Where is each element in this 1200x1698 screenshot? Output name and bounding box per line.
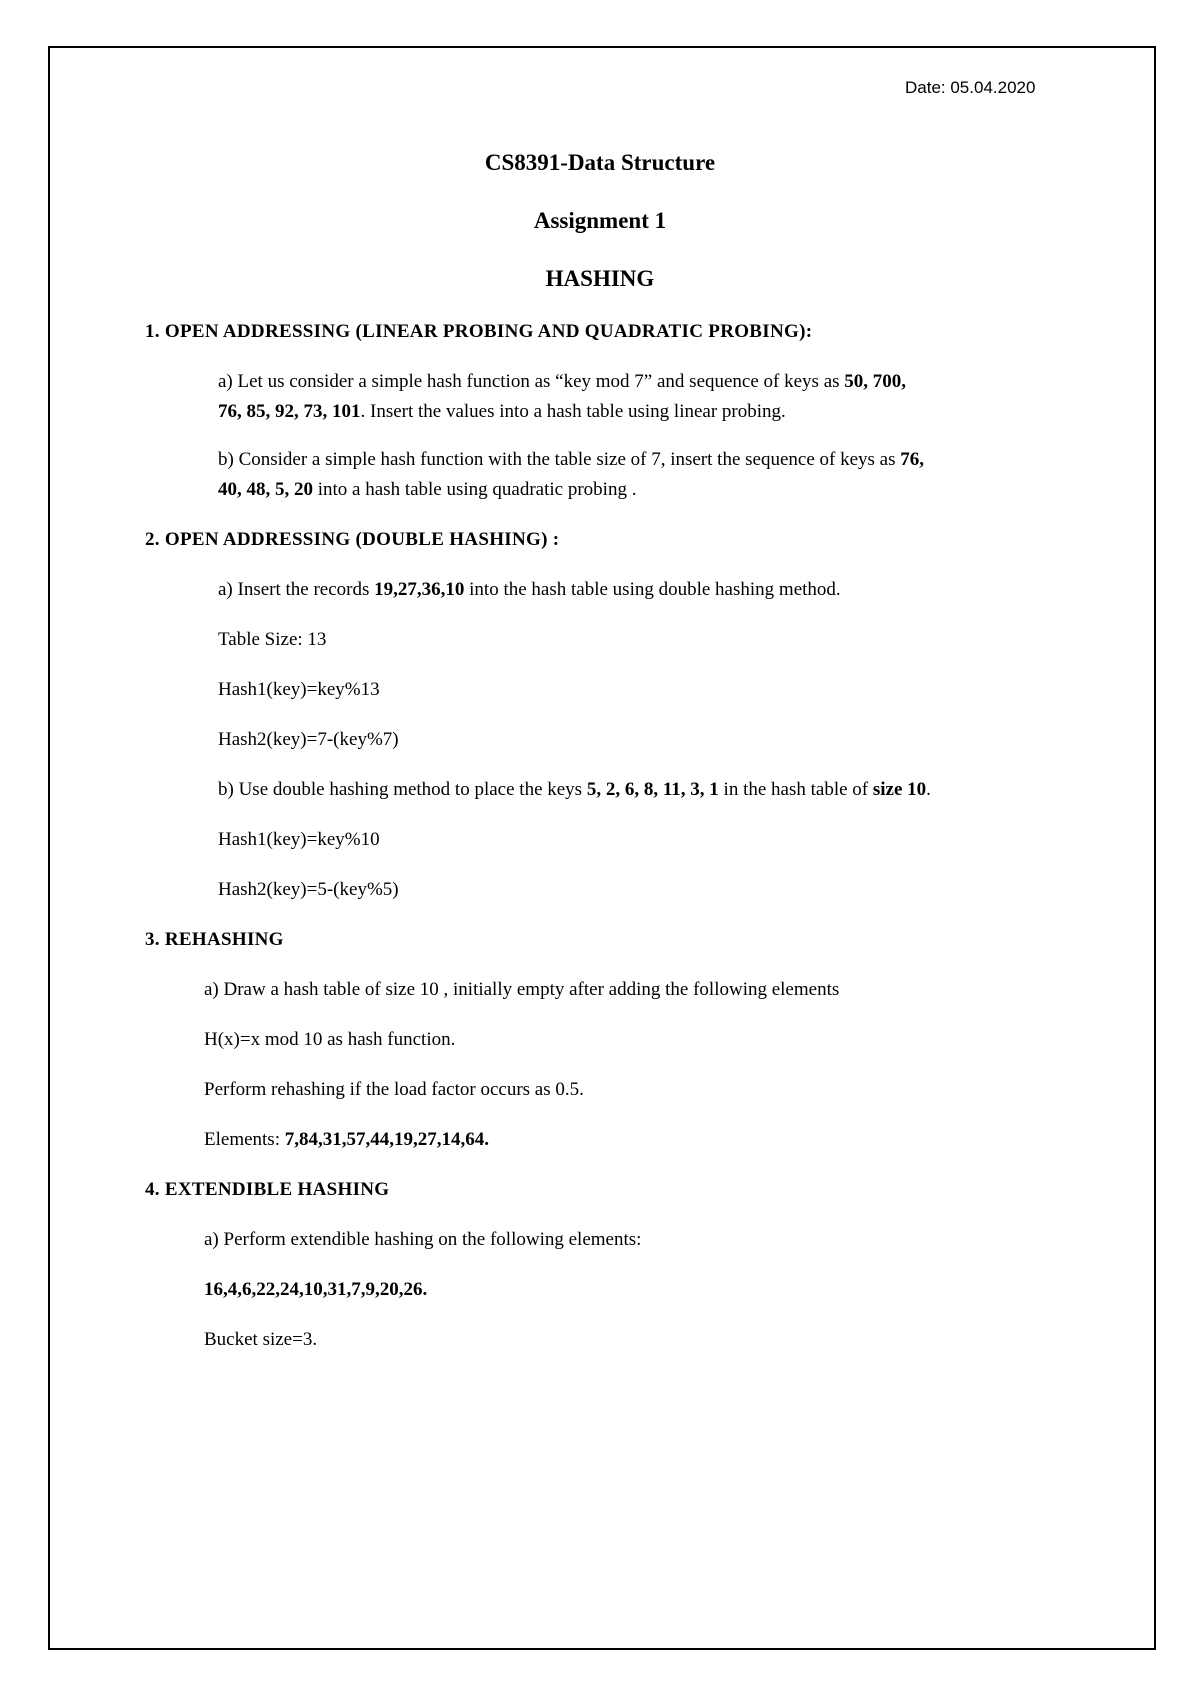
extendible-elements: 16,4,6,22,24,10,31,7,9,20,26. xyxy=(204,1279,428,1300)
bucket-size: Bucket size=3. xyxy=(204,1329,318,1350)
section-2a-text: a) Insert the records xyxy=(218,579,375,600)
section-2b-text-mid: in the hash table of xyxy=(718,779,873,800)
hash2-formula-a: Hash2(key)=7-(key%7) xyxy=(218,729,399,750)
section-1b-keys: 76, xyxy=(900,449,924,470)
section-2b-text: b) Use double hashing method to place the keys xyxy=(218,779,587,800)
section-2b-line xyxy=(218,778,931,803)
section-1b-text-cont: into a hash table using quadratic probing . xyxy=(313,479,637,500)
section-1a-line-2 xyxy=(218,400,786,425)
section-1b-line-1 xyxy=(218,448,924,473)
assignment-title: Assignment 1 xyxy=(533,208,667,233)
table-size: Table Size: 13 xyxy=(218,629,327,650)
section-2b-size: size 10 xyxy=(872,779,927,800)
elements-label: Elements: xyxy=(204,1129,285,1150)
date-label: Date: 05.04.2020 xyxy=(905,78,1036,97)
elements-values: 7,84,31,57,44,19,27,14,64. xyxy=(284,1129,489,1150)
section-1b-line-2 xyxy=(218,478,636,503)
section-3a-text: a) Draw a hash table of size 10 , initially empty after adding the following elements xyxy=(204,979,840,1000)
section-3-heading: 3. REHASHING xyxy=(145,929,284,950)
hash1-formula-b: Hash1(key)=key%10 xyxy=(218,829,380,850)
section-2b-keys: 5, 2, 6, 8, 11, 3, 1 xyxy=(586,779,719,800)
section-4a-text: a) Perform extendible hashing on the following elements: xyxy=(204,1229,642,1250)
section-4-heading: 4. EXTENDIBLE HASHING xyxy=(145,1179,390,1200)
section-1a-line-1 xyxy=(218,370,906,395)
section-1a-keys: 50, 700, xyxy=(844,371,907,392)
section-2a-line xyxy=(218,578,841,603)
hash-function-text: H(x)=x mod 10 as hash function. xyxy=(204,1029,456,1050)
section-1a-text-cont: . Insert the values into a hash table using linear probing. xyxy=(360,401,786,422)
section-1b-text: b) Consider a simple hash function with the table size of 7, insert the sequence of keys as xyxy=(218,449,901,470)
section-1-heading: 1. OPEN ADDRESSING (LINEAR PROBING AND QUADRATIC PROBING): xyxy=(145,321,813,342)
section-2a-records: 19,27,36,10 xyxy=(374,579,465,600)
section-2b-period: . xyxy=(926,779,931,800)
rehash-condition: Perform rehashing if the load factor occurs as 0.5. xyxy=(204,1079,584,1100)
hash1-formula-a: Hash1(key)=key%13 xyxy=(218,679,380,700)
section-1b-keys-cont: 40, 48, 5, 20 xyxy=(218,479,313,500)
section-2a-text-cont: into the hash table using double hashing method. xyxy=(464,579,841,600)
section-1a-text: a) Let us consider a simple hash function as “key mod 7” and sequence of keys as xyxy=(218,371,845,392)
hash2-formula-b: Hash2(key)=5-(key%5) xyxy=(218,879,399,900)
section-1a-keys-cont: 76, 85, 92, 73, 101 xyxy=(218,401,361,422)
course-title: CS8391-Data Structure xyxy=(484,150,716,175)
topic-title: HASHING xyxy=(545,266,655,291)
section-4-elements xyxy=(204,1278,427,1303)
section-3-elements xyxy=(204,1128,489,1153)
section-2-heading: 2. OPEN ADDRESSING (DOUBLE HASHING) : xyxy=(145,529,560,550)
